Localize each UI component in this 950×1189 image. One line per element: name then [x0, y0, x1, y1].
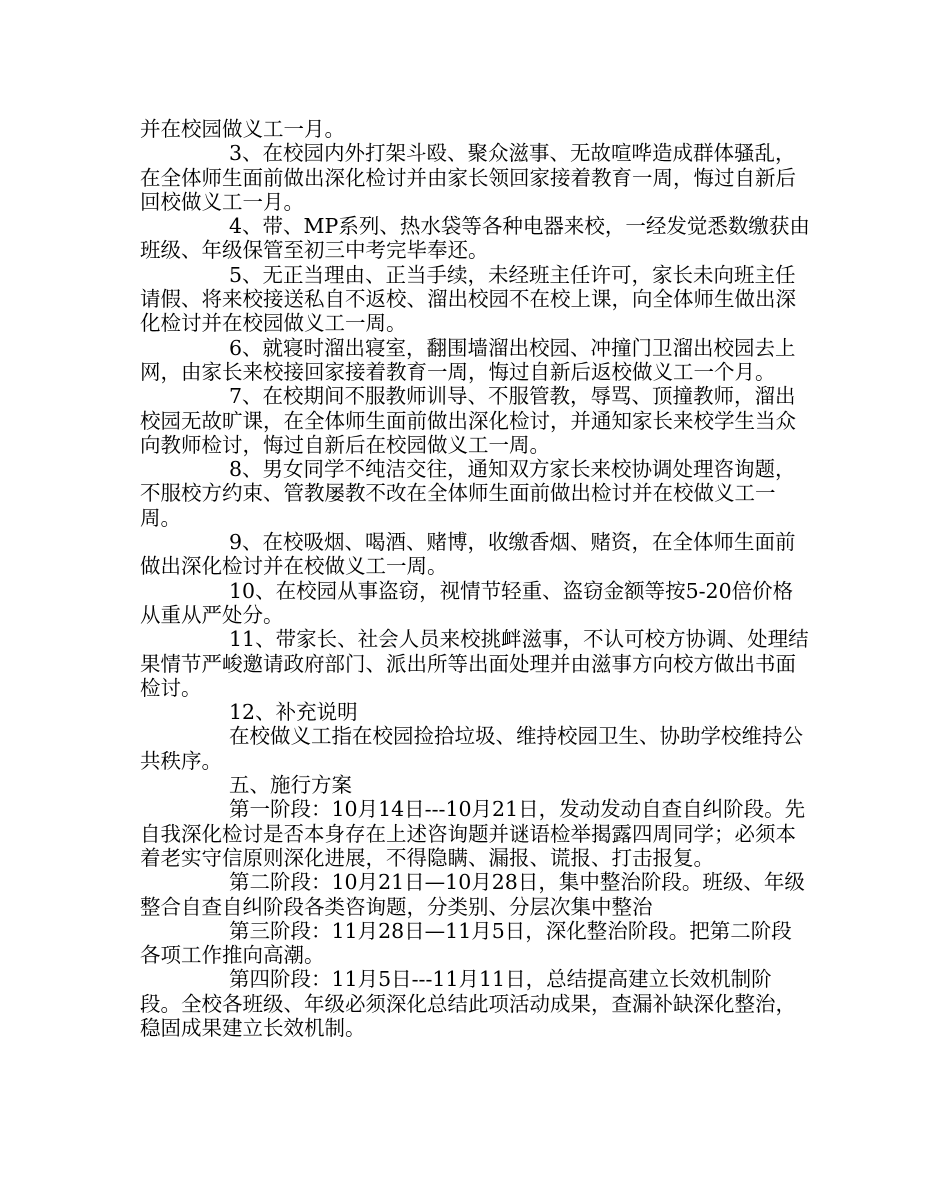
rule-7-paragraph: 7、在校期间不服教师训导、不服管教，辱骂、顶撞教师，溜出校园无故旷课，在全体师生面前做出深化检讨，并通知家长来校学生当众向教师检讨，悔过自新后在校园做义工一周。: [140, 384, 796, 457]
rule-3-paragraph: 3、在校园内外打架斗殴、聚众滋事、无故喧哗造成群体骚乱，在全体师生面前做出深化检讨并由家长领回家接着教育一周，悔过自新后回校做义工一月。: [140, 141, 796, 214]
rule-8-paragraph: 8、男女同学不纯洁交往，通知双方家长来校协调处理咨询题，不服校方约束、管教屡教不改在全体师生面前做出检讨并在校做义工一周。: [140, 457, 796, 530]
rule-12-heading: 12、补充说明: [229, 700, 358, 725]
rule-9-paragraph: 9、在校吸烟、喝酒、赌博，收缴香烟、赌资，在全体师生面前做出深化检讨并在校做义工一周。: [140, 530, 796, 579]
rule-6-paragraph: 6、就寝时溜出寝室，翻围墙溜出校园、冲撞门卫溜出校园去上网，由家长来校接回家接着教育一周，悔过自新后返校做义工一个月。: [140, 335, 796, 384]
phase-three-paragraph: 第三阶段：11月28日—11月5日，深化整治阶段。把第二阶段各项工作推向高潮。: [140, 918, 792, 968]
paragraph-continuation: 并在校园做义工一月。: [140, 117, 345, 141]
supplement-paragraph: 在校做义工指在校园捡拾垃圾、维持校园卫生、协助学校维持公共秩序。: [140, 724, 803, 773]
rule-4-paragraph: 4、带、MP系列、热水袋等各种电器来校，一经发觉悉数缴获由班级、年级保管至初三中考完毕奉还。: [140, 214, 810, 263]
phase-two-paragraph: 第二阶段：10月21日—10月28日，集中整治阶段。班级、年级整合自查自纠阶段各类咨询题，分类别、分层次集中整治: [140, 870, 805, 919]
phase-one-paragraph: 第一阶段：10月14日---10月21日，发动发动自查自纠阶段。先自我深化检讨是否本身存在上述咨询题并谜语检举揭露四周同学；必须本着老实守信原则深化进展，不得隐瞒、漏报、谎报、打击报复。: [140, 797, 806, 870]
document-page: [140, 117, 810, 1040]
rule-10-paragraph: 10、在校园从事盗窃，视情节轻重、盗窃金额等按5-20倍价格从重从严处分。: [140, 578, 794, 627]
section-five-heading: 五、施行方案: [229, 773, 352, 798]
rule-5-paragraph: 5、无正当理由、正当手续，未经班主任许可，家长未向班主任请假、将来校接送私自不返校、溜出校园不在校上课，向全体师生做出深化检讨并在校园做义工一周。: [140, 262, 796, 336]
rule-11-paragraph: 11、带家长、社会人员来校挑衅滋事，不认可校方协调、处理结果情节严峻邀请政府部门、派出所等出面处理并由滋事方向校方做出书面检讨。: [140, 627, 809, 700]
phase-four-paragraph: 第四阶段：11月5日---11月11日，总结提高建立长效机制阶段。全校各班级、年级必须深化总结此项活动成果，查漏补缺深化整治，稳固成果建立长效机制。: [140, 967, 796, 1040]
